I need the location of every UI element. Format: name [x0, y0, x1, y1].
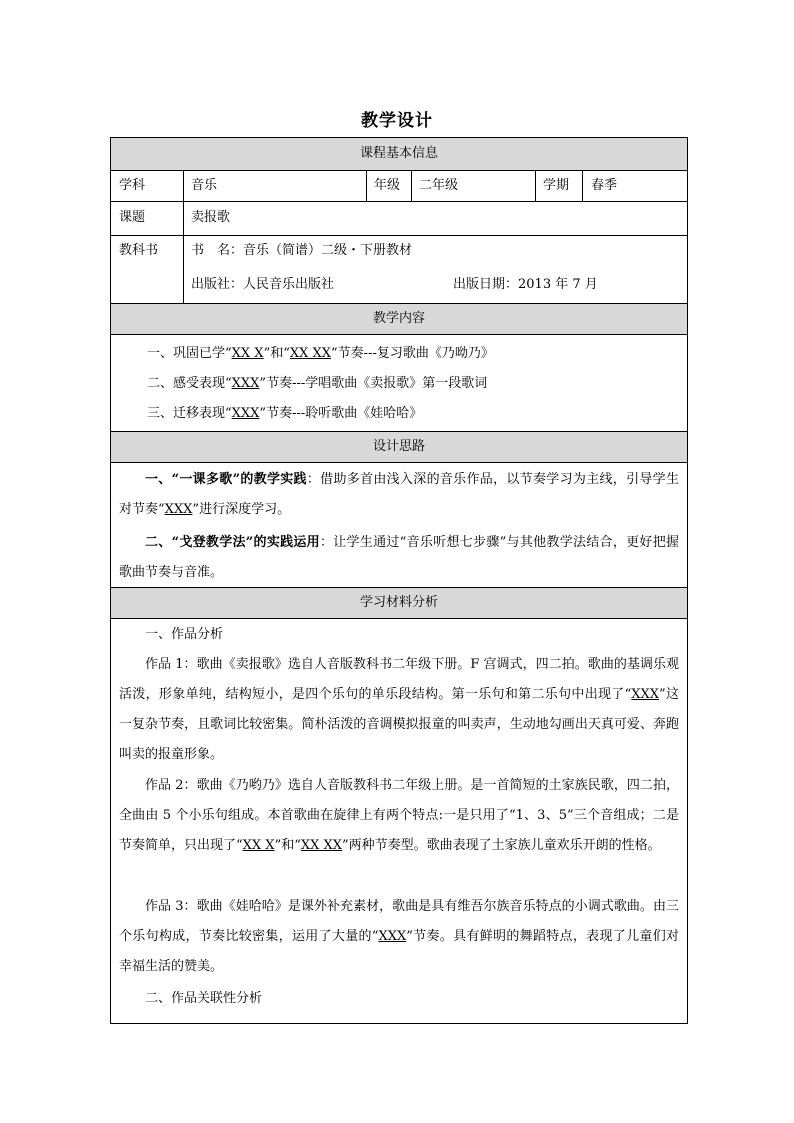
document-title: 教学设计 — [361, 111, 433, 131]
lesson-table — [110, 137, 688, 1024]
work-2-analysis: 作品 2：歌曲《乃哟乃》选自人音版教科书二年级上册。是一首简短的土家族民歌，四二拍，全曲由 5 个小乐句组成。本首歌曲在旋律上有两个特点:一是只用了“1、3、5”三个音组成；二是节奏简单，只出现了“XX X”和“XX XX”两种节奏型。歌曲表现了土家族儿童欢乐开朗的性格。 — [119, 778, 679, 853]
topic-value: 卖报歌 — [191, 210, 231, 225]
publisher-row — [191, 269, 334, 301]
subject-value: 音乐 — [191, 178, 218, 193]
grade-label: 年级 — [374, 178, 401, 193]
pubdate-value: 2013 年 7 月 — [518, 277, 598, 292]
section-title: 教学内容 — [372, 311, 425, 326]
section-header-materials — [111, 588, 687, 618]
textbook-name: 音乐（简谱）二级・下册教材 — [243, 243, 413, 258]
publisher-label: 出版社： — [191, 277, 244, 292]
section-title: 课程基本信息 — [359, 146, 438, 161]
textbook-label: 教科书 — [119, 243, 159, 258]
publisher-value: 人民音乐出版社 — [243, 277, 335, 292]
content-item-2: 二、感受表现“XXX”节奏---学唱歌曲《卖报歌》第一段歌词 — [147, 376, 488, 391]
work-1-analysis: 作品 1：歌曲《卖报歌》选自人音版教科书二年级下册。F 宫调式，四二拍。歌曲的基调乐观活泼，形象单纯，结构短小，是四个乐句的单乐段结构。第一乐句和第二乐句中出现了“XXX”这一复杂节奏，且歌词比较密集。简朴活泼的音调模拟报童的叫卖声，生动地勾画出天真可爱、奔跑叫卖的报童形象。 — [119, 657, 679, 762]
section-header-content — [111, 304, 687, 334]
term-value: 春季 — [591, 178, 618, 193]
textbook-name-row — [191, 235, 412, 267]
section-title: 学习材料分析 — [359, 595, 438, 610]
section-header-basic-info — [111, 138, 687, 170]
term-label: 学期 — [543, 178, 570, 193]
subject-label: 学科 — [119, 178, 146, 193]
section-title: 设计思路 — [372, 439, 425, 454]
materials-heading-2: 二、作品关联性分析 — [145, 991, 263, 1006]
grade-value: 二年级 — [419, 178, 459, 193]
section-header-approach — [111, 432, 687, 462]
approach-paragraph-2: 二、“戈登教学法”的实践运用：让学生通过“音乐听想七步骤”与其他教学法结合，更好把握歌曲节奏与音准。 — [119, 535, 679, 580]
topic-label: 课题 — [119, 210, 146, 225]
content-item-3: 三、迁移表现“XXX”节奏---聆听歌曲《娃哈哈》 — [147, 406, 423, 421]
textbook-name-label: 书 名： — [191, 243, 244, 258]
pubdate-row — [453, 269, 598, 301]
approach-paragraph-1: 一、“一课多歌”的教学实践：借助多首由浅入深的音乐作品，以节奏学习为主线，引导学生对节奏“XXX”进行深度学习。 — [119, 472, 679, 517]
content-item-1: 一、巩固已学“XX X”和“XX XX”节奏---复习歌曲《乃呦乃》 — [147, 346, 494, 361]
materials-heading-1: 一、作品分析 — [145, 627, 224, 642]
pubdate-label: 出版日期： — [453, 277, 519, 292]
work-3-analysis: 作品 3：歌曲《娃哈哈》是课外补充素材，歌曲是具有维吾尔族音乐特点的小调式歌曲。由三个乐句构成，节奏比较密集，运用了大量的“XXX”节奏。具有鲜明的舞蹈特点，表现了儿童们对幸福生活的赞美。 — [119, 899, 679, 974]
